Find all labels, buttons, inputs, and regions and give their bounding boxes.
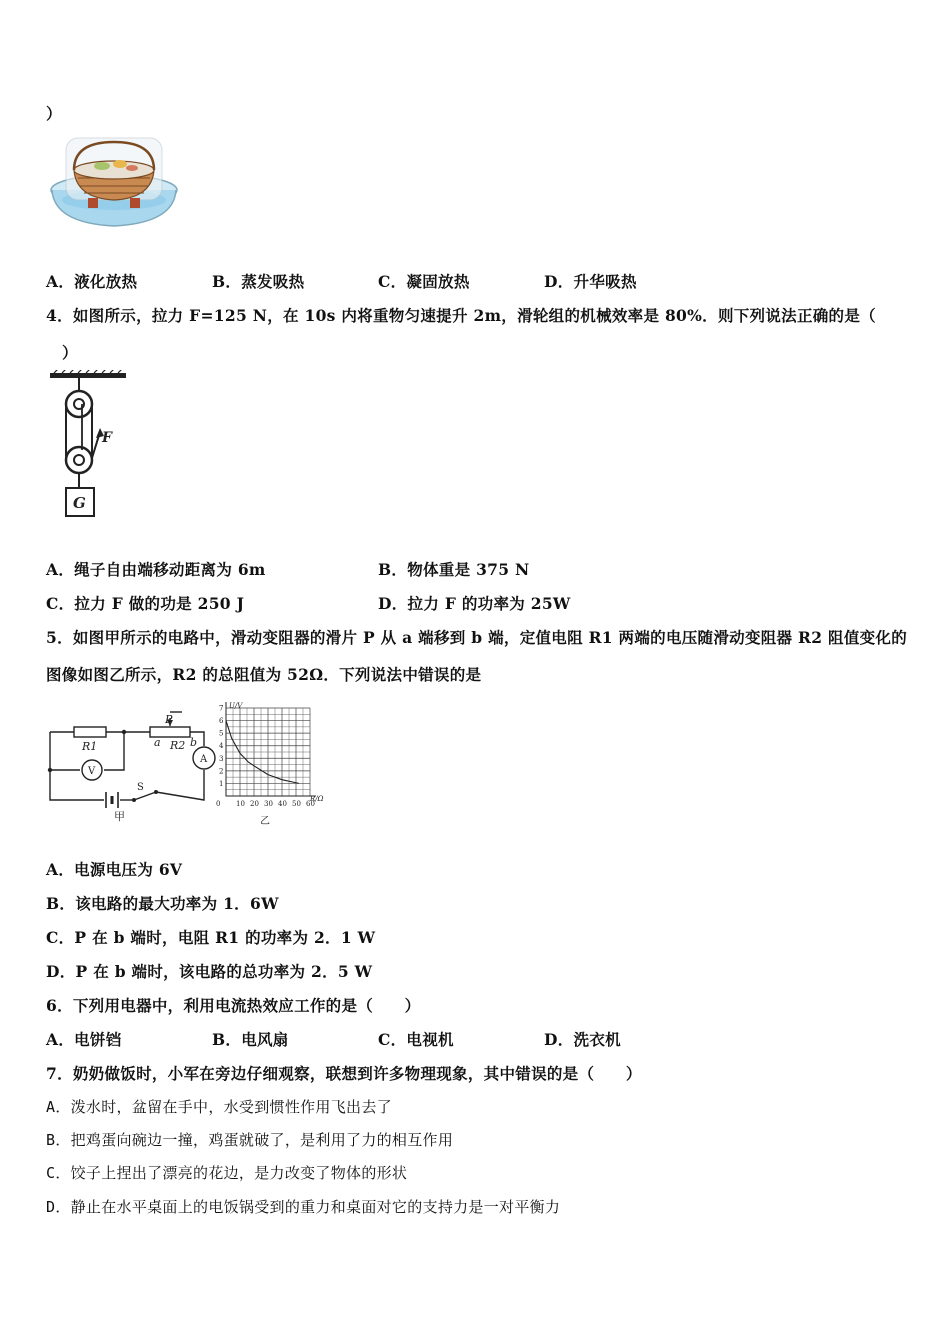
switch-label: S xyxy=(137,782,144,793)
q7-option-b: B．把鸡蛋向碗边一撞，鸡蛋就破了，是利用了力的相互作用 xyxy=(46,1131,454,1149)
q5-stem-line1: 5．如图甲所示的电路中，滑动变阻器的滑片 P 从 a 端移到 b 端，定值电阻 R1 两端的电压随滑动变阻器 R2 阻值变化的 xyxy=(46,628,908,647)
chart-xtick-label: 40 xyxy=(278,800,287,808)
q3-option-b: B．蒸发吸热 xyxy=(212,272,305,291)
q4-stem-line1: 4．如图所示，拉力 F=125 N，在 10s 内将重物匀速提升 2m，滑轮组的机械效率是 80%．则下列说法正确的是（ xyxy=(46,306,876,325)
chart-ytick-label: 2 xyxy=(219,767,224,776)
q4-option-d: D．拉力 F 的功率为 25W xyxy=(378,594,571,613)
q6-stem: 6．下列用电器中，利用电流热效应工作的是（ ） xyxy=(46,996,421,1015)
q5-option-a: A．电源电压为 6V xyxy=(46,860,183,879)
q4-option-a: A．绳子自由端移动距离为 6m xyxy=(46,560,266,579)
q3-option-d: D．升华吸热 xyxy=(544,272,637,291)
circuit-label-r1: R1 xyxy=(82,740,98,753)
q7-option-a: A．泼水时，盆留在手中，水受到惯性作用飞出去了 xyxy=(46,1098,392,1116)
q4-option-b: B．物体重是 375 N xyxy=(378,560,530,579)
pulley-weight-label: G xyxy=(73,494,86,512)
circuit-label-a: a xyxy=(154,736,161,749)
q6-option-a: A．电饼铛 xyxy=(46,1030,122,1049)
q3-option-c: C．凝固放热 xyxy=(378,272,470,291)
q5-option-d: D．P 在 b 端时，该电路的总功率为 2．5 W xyxy=(46,962,373,981)
chart-xtick-label: 60 xyxy=(306,800,315,808)
circuit-caption: 甲 xyxy=(114,810,125,823)
q5-option-c: C．P 在 b 端时，电阻 R1 的功率为 2．1 W xyxy=(46,928,376,947)
q6-option-b: B．电风扇 xyxy=(212,1030,289,1049)
basket-figure xyxy=(44,128,184,236)
q3-stem-tail: ） xyxy=(46,104,62,123)
q7-option-c: C．饺子上捏出了漂亮的花边，是力改变了物体的形状 xyxy=(46,1164,408,1182)
chart-ytick-label: 6 xyxy=(219,717,224,726)
q6-option-d: D．洗衣机 xyxy=(544,1030,621,1049)
chart-ticks xyxy=(216,705,315,809)
chart-xtick-label: 20 xyxy=(250,800,259,808)
chart-ylabel: U/V xyxy=(229,702,243,710)
circuit-label-r2: R2 xyxy=(170,739,186,752)
chart-xtick-label: 10 xyxy=(236,800,245,808)
chart-ytick-label: 4 xyxy=(219,742,224,751)
circuit-label-p: P xyxy=(165,713,173,726)
chart-xtick-label: 50 xyxy=(292,800,301,808)
pulley-figure xyxy=(44,370,134,522)
chart-ytick-label: 7 xyxy=(219,704,224,713)
chart-xtick-label: 0 xyxy=(216,800,221,808)
q5-stem-line2: 图像如图乙所示，R2 的总阻值为 52Ω．下列说法中错误的是 xyxy=(46,665,482,684)
chart-ytick-label: 3 xyxy=(219,754,224,763)
circuit-diagram xyxy=(44,700,224,824)
circuit-label-b: b xyxy=(190,736,198,749)
chart-ytick-label: 5 xyxy=(219,729,224,738)
q7-stem: 7．奶奶做饭时，小军在旁边仔细观察，联想到许多物理现象，其中错误的是（ ） xyxy=(46,1064,642,1083)
pulley-force-label: F xyxy=(102,430,112,446)
chart-axes xyxy=(226,702,316,796)
ammeter-label: A xyxy=(200,754,208,765)
q4-option-c: C．拉力 F 做的功是 250 J xyxy=(46,594,245,613)
q5-option-b: B．该电路的最大功率为 1．6W xyxy=(46,894,279,913)
q3-option-a: A．液化放热 xyxy=(46,272,138,291)
q6-option-c: C．电视机 xyxy=(378,1030,454,1049)
voltage-resistance-chart xyxy=(214,700,334,828)
q4-stem-line2: ） xyxy=(62,343,78,362)
chart-xlabel: R/Ω xyxy=(310,795,324,803)
voltmeter-label: V xyxy=(88,766,96,777)
chart-ytick-label: 1 xyxy=(219,779,224,788)
q7-option-d: D．静止在水平桌面上的电饭锅受到的重力和桌面对它的支持力是一对平衡力 xyxy=(46,1198,561,1216)
chart-grid xyxy=(226,702,316,796)
chart-caption: 乙 xyxy=(260,816,270,827)
chart-xtick-label: 30 xyxy=(264,800,273,808)
